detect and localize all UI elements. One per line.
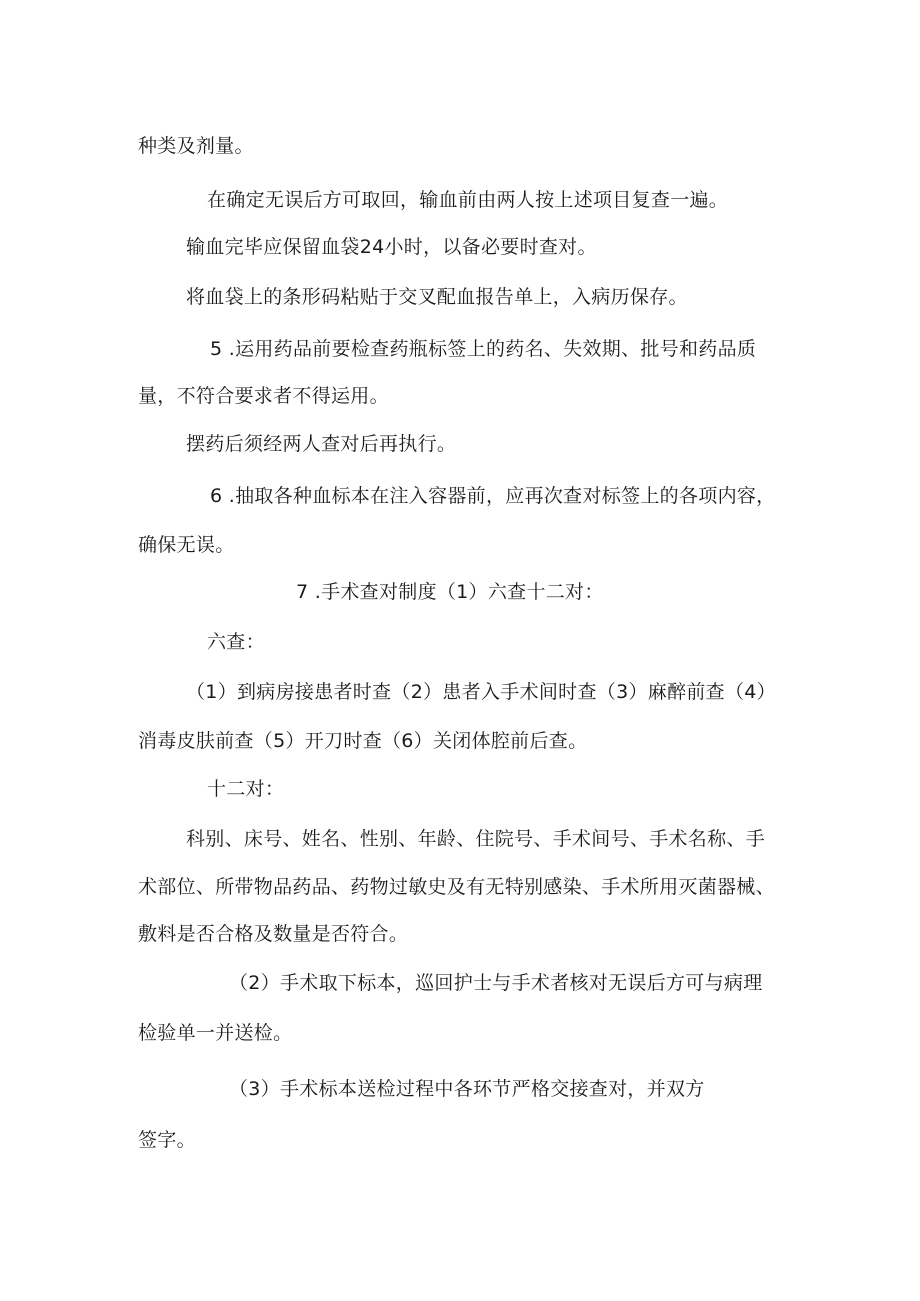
text-line: 在确定无误后方可取回，输血前由两人按上述项目复查一遍。 [207,189,729,211]
numbered-item-6: 6 .抽取各种血标本在注入容器前，应再次查对标签上的各项内容， [210,485,776,507]
text-line: 科别、床号、姓名、性别、年龄、住院号、手术间号、手术名称、手 [186,828,766,850]
text-line: 确保无误。 [138,534,235,556]
text-line: 量，不符合要求者不得运用。 [138,385,389,407]
text-line: 摆药后须经两人查对后再执行。 [186,433,457,455]
text-line: 签字。 [138,1129,196,1151]
subitem-3: （3）手术标本送检过程中各环节严格交接查对，并双方 [229,1078,705,1100]
text-line: 输血完毕应保留血袋24小时，以备必要时查对。 [186,236,597,258]
numbered-item-5: 5 .运用药品前要检查药瓶标签上的药名、失效期、批号和药品质 [210,338,757,360]
section-label-twelve-checks: 十二对： [207,778,285,800]
text-line: 将血袋上的条形码粘贴于交叉配血报告单上，入病历保存。 [186,286,688,308]
text-line: 消毒皮肤前查（5）开刀时查（6）关闭体腔前后查。 [138,730,588,752]
subitem-2: （2）手术取下标本，巡回护士与手术者核对无误后方可与病理 [229,972,763,994]
text-line: 敷料是否合格及数量是否符合。 [138,923,409,945]
text-line: 检验单一并送检。 [138,1022,293,1044]
text-line: 种类及剂量。 [138,135,254,157]
numbered-item-7-heading: 7 .手术查对制度（1）六查十二对： [296,581,604,603]
text-line: 术部位、所带物品药品、药物过敏史及有无特别感染、手术所用灭菌器械、 [138,876,775,898]
text-line: （1）到病房接患者时查（2）患者入手术间时查（3）麻醉前查（4） [186,681,776,703]
section-label-six-checks: 六查： [207,631,265,653]
